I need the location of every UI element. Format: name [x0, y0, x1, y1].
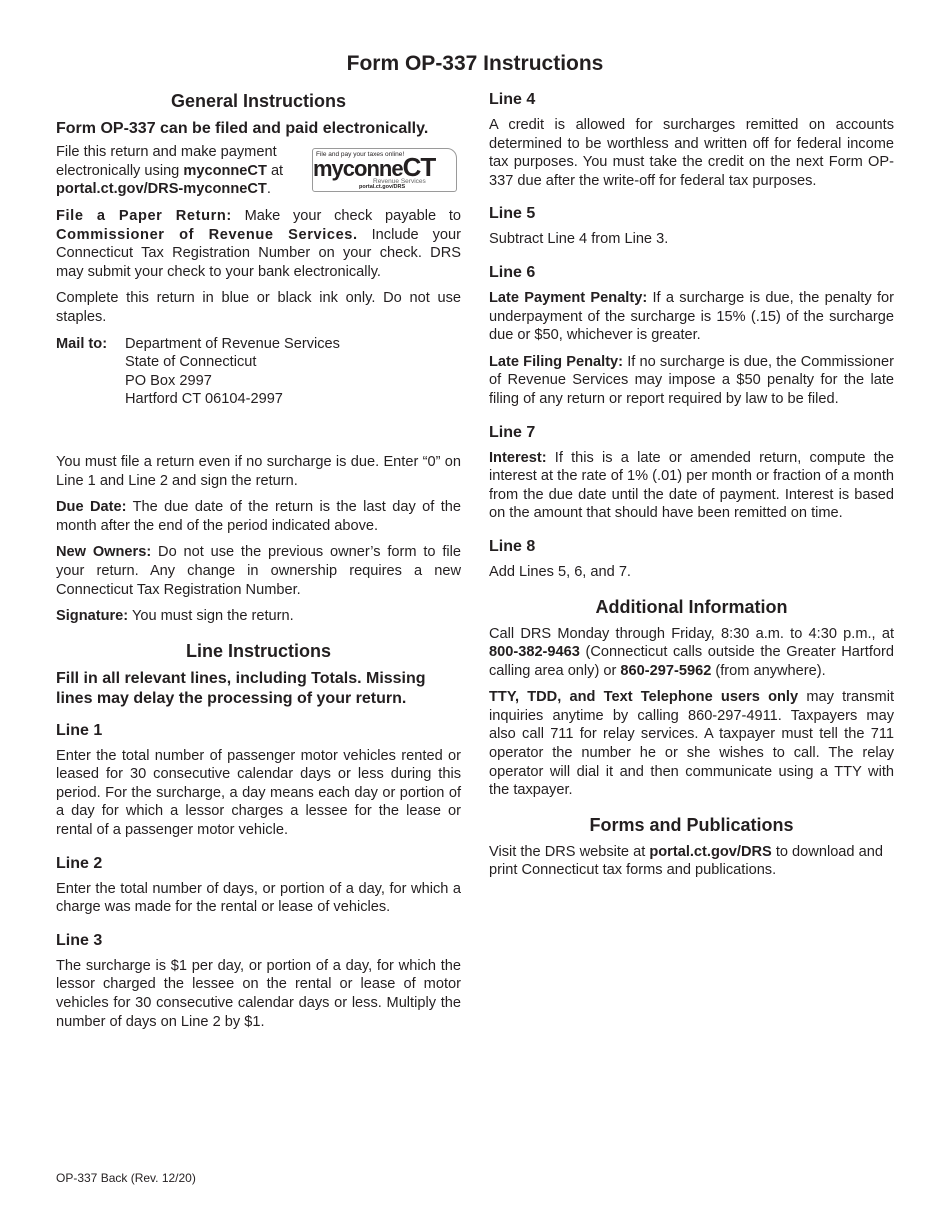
additional-information-heading: Additional Information [595, 596, 788, 617]
left-column [56, 90, 461, 1039]
paper-return-paragraph: File a Paper Return: Make your check payable to Commissioner of Revenue Services. Include your Connecticut Tax Registration Number on your check. DRS may submit your check to your bank electronically. [56, 208, 461, 280]
form-revision-footer: OP-337 Back (Rev. 12/20) [56, 1171, 196, 1185]
myconnect-name: myconneCT [183, 162, 267, 179]
fill-in-notice: Fill in all relevant lines, including Totals. Missing lines may delay the processing of your return. [56, 669, 426, 707]
line6-heading: Line 6 [489, 263, 536, 281]
tty-paragraph: TTY, TDD, and Text Telephone users only may transmit inquiries anytime by calling 860-297-4911. Taxpayers may also call 711 for relay services. A taxpayer must tell the 711 operator the number he or she wishes to call. The relay operator will dial it and then communicate using a TTY with the taxpayer. [489, 689, 895, 799]
line1-text: Enter the total number of passenger motor vehicles rented or leased for 30 consecutive calendar days or less during this period. For the surcharge, a day means each day or portion of a day for which a lessor charges a lessee for the lease or rental of a passenger motor vehicle. [56, 747, 461, 839]
myconnect-url[interactable]: portal.ct.gov/DRS-myconneCT [56, 181, 267, 198]
right-column [489, 90, 894, 888]
phone-number-anywhere: 860-297-5962 [620, 662, 712, 679]
signature-paragraph: Signature: You must sign the return. [56, 608, 294, 625]
efile-heading: Form OP-337 can be filed and paid electronically. [56, 120, 429, 137]
drs-website-link[interactable]: portal.ct.gov/DRS [649, 843, 772, 860]
efile-text: File this return and make payment electronically using myconneCT at portal.ct.gov/DRS-myconneCT. [56, 144, 284, 198]
mail-label: Mail to: [56, 335, 108, 352]
line5-heading: Line 5 [489, 205, 536, 223]
mail-address: Department of Revenue Services State of Connecticut PO Box 2997 Hartford CT 06104-2997 [125, 335, 340, 408]
page-title: Form OP-337 Instructions [346, 52, 604, 75]
line1-heading: Line 1 [56, 721, 103, 739]
line5-text: Subtract Line 4 from Line 3. [489, 231, 669, 248]
line7-text: Interest: If this is a late or amended return, compute the interest at the rate of 1% (.01) per month or fraction of a month from the due date until the date of payment. Interest is based on the amount that should have been remitted on time. [489, 449, 894, 522]
line4-heading: Line 4 [489, 91, 536, 108]
line8-text: Add Lines 5, 6, and 7. [489, 563, 631, 580]
line7-heading: Line 7 [489, 423, 536, 441]
line-instructions-heading: Line Instructions [185, 640, 331, 661]
forms-paragraph: Visit the DRS website at portal.ct.gov/DRS to download and print Connecticut tax forms and publications. [489, 843, 883, 879]
line4-text: A credit is allowed for surcharges remitted on accounts determined to be worthless and written off for federal income tax purposes. You must take the credit on the next Form OP-337 due after the write-off for federal tax purposes. [489, 117, 894, 189]
line3-heading: Line 3 [56, 931, 103, 949]
ink-paragraph: Complete this return in blue or black ink only. Do not use staples. [56, 290, 461, 325]
phone-number-ct: 800-382-9463 [489, 644, 580, 661]
general-instructions-heading: General Instructions [170, 91, 347, 111]
line2-text: Enter the total number of days, or portion of a day, for which a charge was made for the rental or lease of vehicles. [56, 880, 461, 916]
no-surcharge-paragraph: You must file a return even if no surcharge is due. Enter “0” on Line 1 and Line 2 and sign the return. [56, 453, 461, 489]
line3-text: The surcharge is $1 per day, or portion of a day, for which the lessor charged the lessee on the rental or lease of motor vehicles for 30 consecutive calendar days or less. Multiply the number of days on Line 2 by $1. [56, 957, 461, 1030]
late-payment-paragraph: Late Payment Penalty: If a surcharge is due, the penalty for underpayment of the surcharge is 15% (.15) of the surcharge due or $50, whichever is greater. [489, 289, 894, 344]
mail-address-block [56, 335, 461, 409]
forms-publications-heading: Forms and Publications [589, 814, 794, 835]
new-owners-paragraph: New Owners: Do not use the previous owner’s form to file your return. Any change in ownership requires a new Connecticut Tax Registration Number. [56, 544, 462, 598]
efile-section [56, 143, 461, 201]
call-drs-paragraph: Call DRS Monday through Friday, 8:30 a.m. to 4:30 p.m., at 800-382-9463 (Connecticut calls outside the Greater Hartford calling area only) or 860-297-5962 (from anywhere). [489, 625, 894, 679]
myconnect-logo: File and pay your taxes online! myconneCT Revenue Services portal.ct.gov/DRS [312, 148, 457, 192]
late-filing-paragraph: Late Filing Penalty: If no surcharge is due, the Commissioner of Revenue Services may impose a $50 penalty for the late filing of any return or report required by law to be filed. [489, 353, 895, 407]
due-date-paragraph: Due Date: The due date of the return is the last day of the month after the end of the period indicated above. [56, 499, 461, 534]
line2-heading: Line 2 [56, 854, 103, 872]
line8-heading: Line 8 [489, 537, 536, 555]
